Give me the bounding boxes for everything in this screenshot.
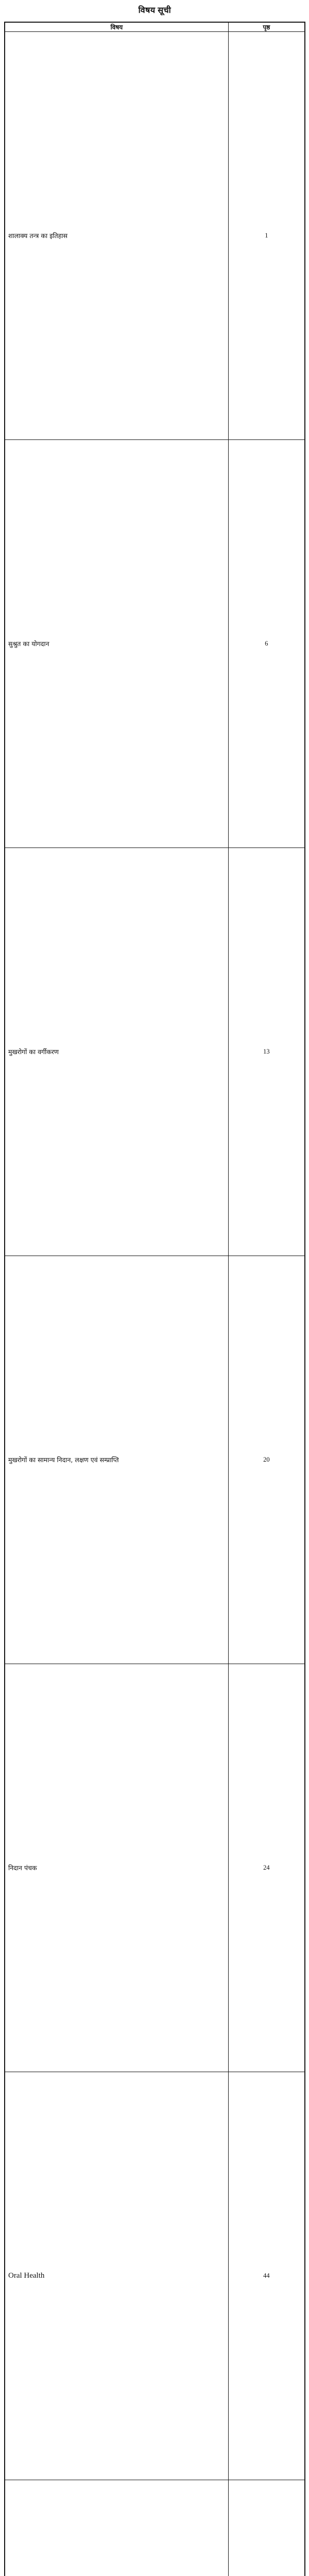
page-number-cell: 20 [228,1256,305,1664]
column-header-topic: विषय [5,22,228,32]
page-number-cell: 24 [228,1664,305,2072]
topic-cell [5,2480,228,2576]
table-row [5,1256,305,1664]
page-number-cell: 1 [228,32,305,440]
toc-table-body [5,32,305,2576]
table-header-row [5,22,305,32]
page-number-cell [228,2480,305,2576]
table-row [5,2072,305,2480]
page-title: विषय सूची [4,4,305,15]
table-row [5,440,305,848]
toc-table [4,22,305,2576]
page-number-cell: 13 [228,848,305,1256]
topic-cell: मुखरोगों का सामान्य निदान, लक्षण एवं सम्प्राप्ति [5,1256,228,1664]
topic-cell: शालाक्य तन्त्र का इतिहास [5,32,228,440]
table-row [5,32,305,440]
topic-cell: Oral Health [5,2072,228,2480]
table-row [5,1664,305,2072]
page-number-cell: 6 [228,440,305,848]
topic-cell: मुखरोगों का वर्गीकरण [5,848,228,1256]
table-row [5,2480,305,2576]
toc-page [0,0,309,408]
topic-cell: निदान पंचक [5,1664,228,2072]
table-row [5,848,305,1256]
column-header-page: पृष्ठ [228,22,305,32]
topic-cell: सुश्रुत का योगदान [5,440,228,848]
page-number-cell: 44 [228,2072,305,2480]
